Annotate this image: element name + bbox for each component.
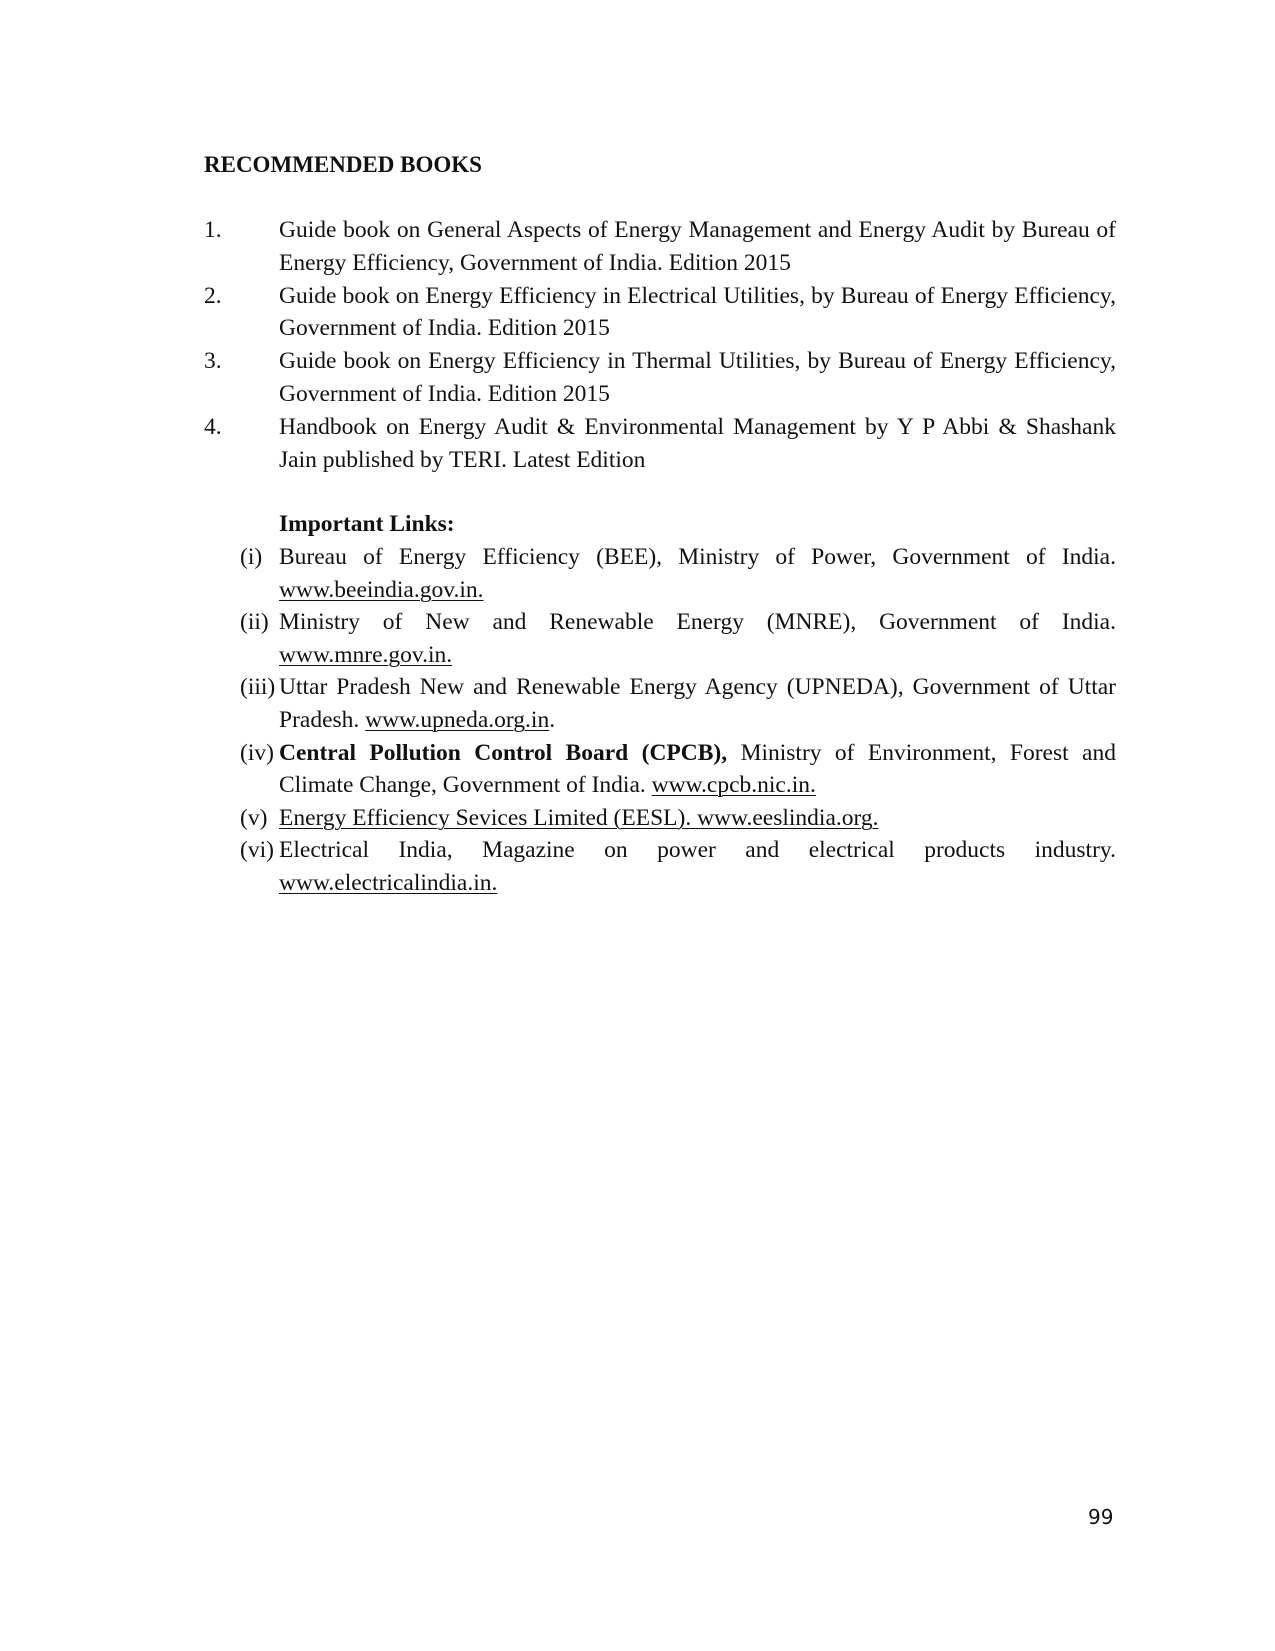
link-number: (iv)	[240, 739, 274, 766]
important-links-title: Important Links:	[279, 511, 455, 537]
link-text-block	[279, 541, 1116, 606]
section-heading: RECOMMENDED BOOKS	[204, 152, 482, 177]
link-description: Uttar Pradesh New and Renewable Energy Agency (UPNEDA), Government of Uttar Pradesh.	[279, 674, 1116, 733]
link-item-bee	[240, 541, 1116, 606]
link-text-block	[279, 737, 1116, 802]
important-links-list	[240, 541, 1116, 900]
book-number: 3.	[204, 348, 222, 375]
link-number: (v)	[240, 804, 268, 831]
link-url-beeindia[interactable]: www.beeindia.gov.in.	[279, 576, 484, 603]
book-number: 4.	[204, 413, 222, 440]
link-description: Ministry of New and Renewable Energy (MNRE), Government of India.	[279, 609, 1116, 636]
link-org-name: Central Pollution Control Board (CPCB),	[279, 739, 728, 766]
book-item	[204, 345, 1116, 411]
link-text-block	[279, 802, 1116, 835]
book-item	[204, 280, 1116, 346]
book-text: Handbook on Energy Audit & Environmental Management by Y P Abbi & Shashank Jain published by TERI. Latest Edition	[279, 413, 1116, 473]
link-url-eesl[interactable]: Energy Efficiency Sevices Limited (EESL). www.eeslindia.org.	[279, 804, 879, 831]
link-description: Bureau of Energy Efficiency (BEE), Ministry of Power, Government of India.	[279, 544, 1116, 570]
link-text-block	[279, 671, 1116, 736]
link-description: Electrical India, Magazine on power and electrical products industry.	[279, 837, 1116, 864]
link-item-eesl	[240, 802, 1116, 835]
book-text: Guide book on General Aspects of Energy Management and Energy Audit by Bureau of Energy Efficiency, Government of India. Edition 2015	[279, 217, 1116, 276]
link-number: (iii)	[240, 674, 276, 701]
link-trailing-period: .	[549, 706, 556, 733]
link-number: (vi)	[240, 837, 274, 864]
book-number: 1.	[204, 217, 222, 243]
page-number: 99	[1088, 1505, 1114, 1529]
link-text-block	[279, 606, 1116, 671]
recommended-books-list	[204, 214, 1116, 476]
link-item-electrical-india	[240, 834, 1116, 899]
link-url-upneda[interactable]: www.upneda.org.in	[365, 706, 550, 733]
link-item-upneda	[240, 671, 1116, 736]
book-item	[204, 214, 1116, 280]
link-description: Ministry of Environment, Forest and Climate Change, Government of India.	[279, 739, 1116, 799]
link-url-mnre[interactable]: www.mnre.gov.in.	[279, 641, 453, 668]
link-number: (ii)	[240, 609, 269, 636]
link-text-block	[279, 834, 1116, 899]
book-number: 2.	[204, 282, 222, 309]
link-item-mnre	[240, 606, 1116, 671]
link-number: (i)	[240, 544, 263, 570]
book-text: Guide book on Energy Efficiency in Electrical Utilities, by Bureau of Energy Efficiency, Government of India. Edition 2015	[279, 282, 1116, 342]
link-url-electricalindia[interactable]: www.electricalindia.in.	[279, 869, 498, 896]
link-url-cpcb[interactable]: www.cpcb.nic.in.	[651, 772, 816, 799]
book-item	[204, 411, 1116, 477]
link-item-cpcb	[240, 737, 1116, 802]
book-text: Guide book on Energy Efficiency in Thermal Utilities, by Bureau of Energy Efficiency, Government of India. Edition 2015	[279, 348, 1116, 407]
